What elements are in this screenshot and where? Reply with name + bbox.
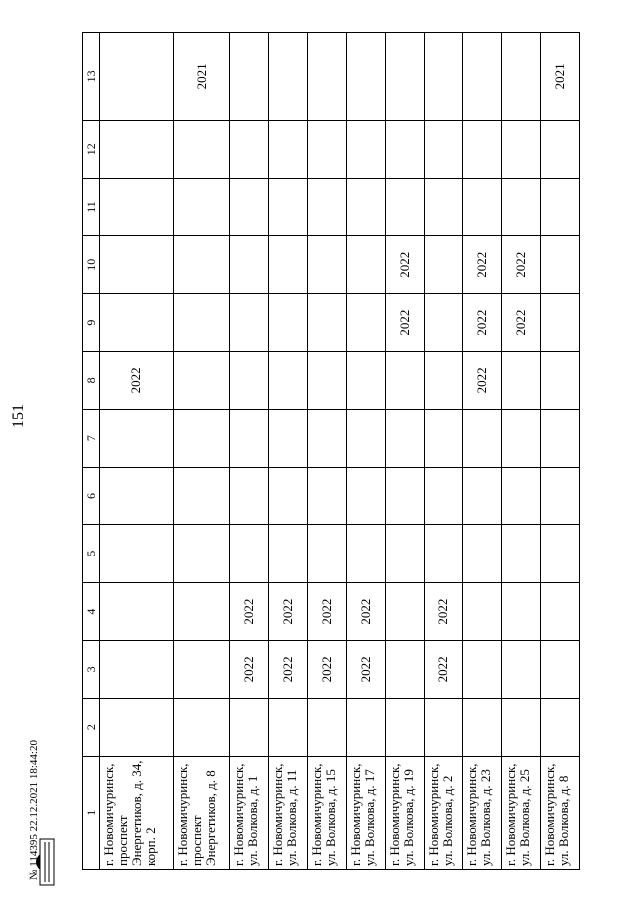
year-cell: 2022 bbox=[346, 640, 385, 698]
year-cell bbox=[424, 120, 463, 178]
table-row bbox=[502, 33, 541, 870]
year-cell: 2022 bbox=[269, 583, 308, 641]
column-header-5: 5 bbox=[83, 525, 100, 583]
year-cell bbox=[308, 467, 347, 525]
year-cell bbox=[173, 640, 229, 698]
year-cell: 2022 bbox=[502, 236, 541, 294]
year-cell bbox=[463, 178, 502, 236]
year-cell bbox=[269, 467, 308, 525]
year-cell bbox=[230, 236, 269, 294]
year-cell bbox=[463, 640, 502, 698]
year-cell bbox=[100, 583, 174, 641]
column-header-13: 13 bbox=[83, 33, 100, 121]
year-cell bbox=[230, 525, 269, 583]
year-cell bbox=[100, 294, 174, 352]
address-cell: г. Новомичуринск, ул. Волкова, д. 2 bbox=[424, 756, 463, 869]
year-cell bbox=[385, 640, 424, 698]
year-cell bbox=[385, 409, 424, 467]
year-cell bbox=[173, 178, 229, 236]
column-header-10: 10 bbox=[83, 236, 100, 294]
year-cell bbox=[541, 351, 580, 409]
address-cell: г. Новомичуринск, ул. Волкова, д. 11 bbox=[269, 756, 308, 869]
year-cell bbox=[269, 178, 308, 236]
year-cell bbox=[100, 640, 174, 698]
year-cell bbox=[541, 409, 580, 467]
year-cell bbox=[100, 467, 174, 525]
year-cell bbox=[424, 351, 463, 409]
table-row bbox=[346, 33, 385, 870]
year-cell bbox=[230, 467, 269, 525]
year-cell bbox=[269, 351, 308, 409]
year-cell bbox=[385, 525, 424, 583]
year-cell bbox=[173, 467, 229, 525]
column-header-4: 4 bbox=[83, 583, 100, 641]
year-cell bbox=[269, 120, 308, 178]
year-cell bbox=[308, 236, 347, 294]
year-cell: 2022 bbox=[463, 351, 502, 409]
year-cell bbox=[173, 351, 229, 409]
year-cell: 2022 bbox=[463, 236, 502, 294]
year-cell bbox=[173, 409, 229, 467]
year-cell bbox=[463, 409, 502, 467]
year-cell bbox=[269, 525, 308, 583]
year-cell bbox=[269, 409, 308, 467]
year-cell bbox=[230, 698, 269, 756]
year-cell: 2022 bbox=[230, 640, 269, 698]
address-cell: г. Новомичуринск, проспект Энергетиков, д. 34, корп. 2 bbox=[100, 756, 174, 869]
year-cell bbox=[463, 467, 502, 525]
year-cell bbox=[541, 698, 580, 756]
year-cell bbox=[308, 525, 347, 583]
year-cell bbox=[424, 236, 463, 294]
year-cell bbox=[502, 409, 541, 467]
year-cell bbox=[230, 294, 269, 352]
year-cell bbox=[173, 583, 229, 641]
year-cell: 2022 bbox=[463, 294, 502, 352]
year-cell bbox=[385, 33, 424, 121]
column-header-6: 6 bbox=[83, 467, 100, 525]
year-cell bbox=[308, 351, 347, 409]
address-cell: г. Новомичуринск, ул. Волкова, д. 23 bbox=[463, 756, 502, 869]
schedule-table-container bbox=[82, 32, 580, 870]
column-header-3: 3 bbox=[83, 640, 100, 698]
year-cell bbox=[541, 640, 580, 698]
year-cell bbox=[424, 525, 463, 583]
year-cell bbox=[541, 467, 580, 525]
address-cell: г. Новомичуринск, ул. Волкова, д. 19 bbox=[385, 756, 424, 869]
year-cell bbox=[385, 120, 424, 178]
year-cell bbox=[463, 525, 502, 583]
year-cell bbox=[308, 294, 347, 352]
year-cell bbox=[346, 409, 385, 467]
year-cell: 2022 bbox=[385, 236, 424, 294]
page-number: 151 bbox=[10, 404, 27, 428]
year-cell: 2022 bbox=[385, 294, 424, 352]
year-cell bbox=[308, 409, 347, 467]
year-cell: 2022 bbox=[308, 640, 347, 698]
year-cell bbox=[346, 236, 385, 294]
year-cell bbox=[502, 178, 541, 236]
year-cell: 2022 bbox=[502, 294, 541, 352]
year-cell bbox=[541, 178, 580, 236]
year-cell bbox=[346, 294, 385, 352]
table-row bbox=[308, 33, 347, 870]
address-cell: г. Новомичуринск, ул. Волкова, д. 1 bbox=[230, 756, 269, 869]
year-cell: 2022 bbox=[346, 583, 385, 641]
table-row bbox=[385, 33, 424, 870]
year-cell bbox=[230, 178, 269, 236]
year-cell bbox=[502, 698, 541, 756]
year-cell bbox=[541, 525, 580, 583]
column-header-2: 2 bbox=[83, 698, 100, 756]
year-cell bbox=[502, 583, 541, 641]
table-row bbox=[173, 33, 229, 870]
table-row bbox=[100, 33, 174, 870]
column-header-1: 1 bbox=[83, 756, 100, 869]
year-cell bbox=[502, 351, 541, 409]
year-cell bbox=[385, 178, 424, 236]
column-header-8: 8 bbox=[83, 351, 100, 409]
year-cell bbox=[269, 33, 308, 121]
year-cell bbox=[424, 698, 463, 756]
year-cell bbox=[541, 583, 580, 641]
table-row bbox=[269, 33, 308, 870]
year-cell bbox=[173, 525, 229, 583]
year-cell bbox=[100, 33, 174, 121]
year-cell: 2022 bbox=[308, 583, 347, 641]
year-cell bbox=[269, 698, 308, 756]
year-cell bbox=[173, 294, 229, 352]
schedule-table bbox=[82, 32, 580, 870]
year-cell bbox=[502, 640, 541, 698]
year-cell: 2022 bbox=[230, 583, 269, 641]
year-cell: 2022 bbox=[424, 640, 463, 698]
year-cell bbox=[308, 698, 347, 756]
year-cell bbox=[346, 33, 385, 121]
year-cell bbox=[502, 120, 541, 178]
year-cell bbox=[100, 698, 174, 756]
year-cell bbox=[346, 525, 385, 583]
table-row bbox=[424, 33, 463, 870]
year-cell bbox=[230, 33, 269, 121]
year-cell bbox=[424, 294, 463, 352]
year-cell bbox=[385, 583, 424, 641]
year-cell bbox=[463, 120, 502, 178]
year-cell bbox=[100, 236, 174, 294]
year-cell bbox=[346, 351, 385, 409]
year-cell bbox=[100, 525, 174, 583]
address-cell: г. Новомичуринск, ул. Волкова, д. 15 bbox=[308, 756, 347, 869]
year-cell bbox=[541, 120, 580, 178]
year-cell bbox=[308, 178, 347, 236]
column-header-12: 12 bbox=[83, 120, 100, 178]
year-cell: 2022 bbox=[100, 351, 174, 409]
column-header-9: 9 bbox=[83, 294, 100, 352]
table-header-row bbox=[83, 33, 100, 870]
address-cell: г. Новомичуринск, ул. Волкова, д. 8 bbox=[541, 756, 580, 869]
year-cell bbox=[308, 33, 347, 121]
year-cell bbox=[424, 178, 463, 236]
year-cell bbox=[502, 525, 541, 583]
year-cell: 2021 bbox=[173, 33, 229, 121]
year-cell bbox=[230, 409, 269, 467]
year-cell bbox=[100, 120, 174, 178]
table-body bbox=[100, 33, 580, 870]
column-header-11: 11 bbox=[83, 178, 100, 236]
year-cell bbox=[230, 120, 269, 178]
year-cell bbox=[424, 467, 463, 525]
table-row bbox=[541, 33, 580, 870]
year-cell: 2022 bbox=[269, 640, 308, 698]
year-cell bbox=[173, 120, 229, 178]
address-cell: г. Новомичуринск, ул. Волкова, д. 17 bbox=[346, 756, 385, 869]
column-header-7: 7 bbox=[83, 409, 100, 467]
year-cell bbox=[502, 467, 541, 525]
year-cell bbox=[424, 33, 463, 121]
document-registration-footer: № 114395 22.12.2021 18:44:20 bbox=[28, 740, 40, 880]
table-row bbox=[463, 33, 502, 870]
year-cell bbox=[346, 467, 385, 525]
year-cell bbox=[269, 236, 308, 294]
year-cell bbox=[346, 120, 385, 178]
year-cell bbox=[346, 178, 385, 236]
year-cell: 2022 bbox=[424, 583, 463, 641]
table-row bbox=[230, 33, 269, 870]
year-cell bbox=[424, 409, 463, 467]
year-cell bbox=[385, 698, 424, 756]
year-cell bbox=[463, 33, 502, 121]
year-cell bbox=[385, 351, 424, 409]
year-cell bbox=[100, 409, 174, 467]
year-cell bbox=[346, 698, 385, 756]
year-cell bbox=[541, 236, 580, 294]
year-cell bbox=[269, 294, 308, 352]
year-cell bbox=[502, 33, 541, 121]
year-cell bbox=[173, 698, 229, 756]
year-cell bbox=[230, 351, 269, 409]
address-cell: г. Новомичуринск, проспект Энергетиков, д. 8 bbox=[173, 756, 229, 869]
year-cell bbox=[541, 294, 580, 352]
year-cell: 2021 bbox=[541, 33, 580, 121]
year-cell bbox=[100, 178, 174, 236]
year-cell bbox=[463, 583, 502, 641]
address-cell: г. Новомичуринск, ул. Волкова, д. 25 bbox=[502, 756, 541, 869]
year-cell bbox=[463, 698, 502, 756]
year-cell bbox=[308, 120, 347, 178]
year-cell bbox=[173, 236, 229, 294]
year-cell bbox=[385, 467, 424, 525]
